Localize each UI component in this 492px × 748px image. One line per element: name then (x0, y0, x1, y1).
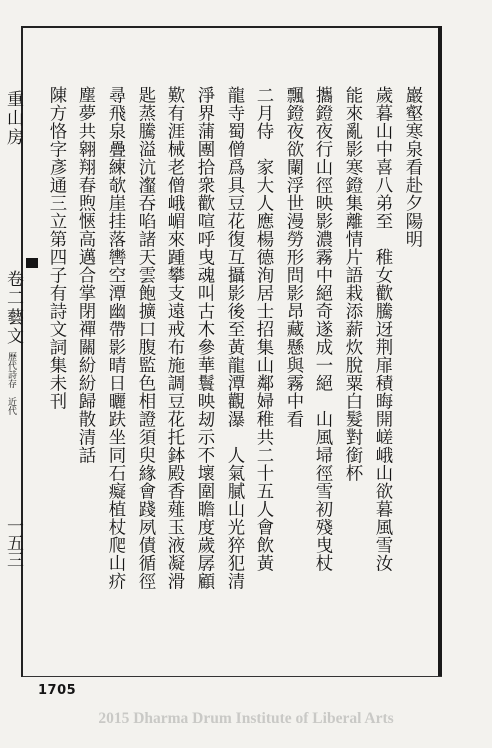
page-number: 1705 (38, 683, 77, 698)
text-column: 攜鐙夜行山徑映影濃霧中絕奇遂成一絕 山風埽徑雪初殘曳杖 (312, 86, 332, 572)
text-column: 歎有涯械老僧峨嵋來踵攀支遠戒布施調豆花托鉢殿香薤玉液凝滑 (164, 86, 184, 590)
margin-title: 重山房 (3, 90, 23, 147)
page-frame-bottom (22, 676, 442, 677)
margin-folio: 一五三 (3, 517, 23, 568)
text-column: 飄鐙夜欲闌浮世漫勞形問影昂藏懸與霧中看 (283, 86, 303, 428)
margin-subtitle: 歷代詩存 近代 (6, 352, 16, 415)
margin-band (26, 258, 38, 268)
page-frame-top (22, 26, 442, 28)
text-column: 塵夢共翱翔春煦愜高邁合掌閉禪關紛紛歸散清話 (75, 86, 95, 464)
text-column: 二月侍 家大人應楊德洵居士招集山鄰婦稚共二十五人會飲黃 (253, 86, 273, 572)
watermark: 2015 Dharma Drum Institute of Liberal Arts (98, 710, 394, 727)
text-column: 歲暮山中喜八弟至 稚女歡騰迓荆扉積晦開嵯峨山欲暮風雪汝 (372, 86, 392, 572)
text-column: 淨界蒲團拾衆歡喧呼曳魂叫古木參華鬟映刼示不壞圍瞻度歲孱顧 (194, 86, 214, 590)
text-column: 龍寺蜀僧爲具豆花復互攝影後至黃龍潭觀瀑 人氣膩山光猝犯清 (224, 86, 244, 590)
text-column: 匙蒸騰溢沆瀣吞啗諸天雲飽擴口腹監色相證須臾緣會踐夙債循徑 (135, 86, 155, 590)
margin-section: 卷二藝文 (3, 270, 23, 346)
text-column: 巖壑寒泉看赴夕陽明 (402, 86, 422, 248)
page-frame-right (438, 26, 442, 677)
text-column: 尋飛泉疊練欹崖挂落轡空潭幽帶影晴日曬趺坐同石癡植杖爬山疥 (105, 86, 125, 590)
text-column: 陳方恪字彥通三立第四子有詩文詞集未刊 (46, 86, 66, 410)
text-column: 能來亂影寒鐙集離情片語栽添薪炊脫粟白髮對銜杯 (342, 86, 362, 482)
